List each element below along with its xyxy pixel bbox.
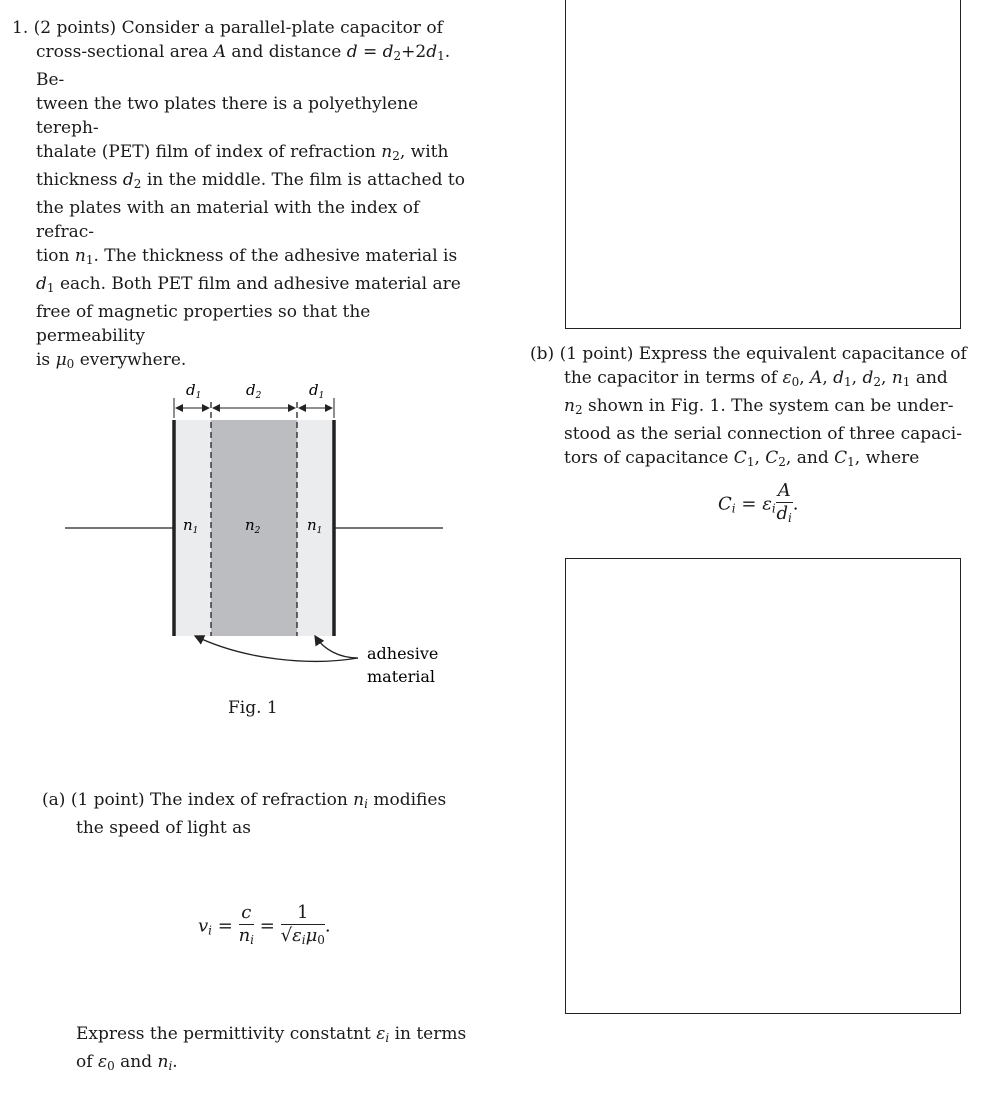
part-a-question: Express the permittivity constatnt εi in terms of $\varepsilon_0$ and ni. [76, 1024, 467, 1073]
label-n2: $n_2$ [245, 516, 261, 536]
adhesive-pointer-left [195, 636, 358, 661]
equation-capacitance: Ci = εi $\frac{A}{di}$ . [718, 480, 799, 525]
figure-caption: Fig. 1 [228, 698, 278, 718]
problem-number: 1. [12, 18, 29, 38]
label-adhesive: adhesive [367, 644, 439, 663]
label-n1-left: $n_1$ [183, 516, 199, 536]
answer-box-part-a[interactable] [565, 0, 961, 329]
answer-box-part-b[interactable] [565, 558, 961, 1014]
label-n1-right: $n_1$ [307, 516, 323, 536]
part-b: (b) (1 point) Express the equivalent capacitance of the capacitor in terms of $\varepsilon_0$, A, $d_1$, $d_2$, $n_1$ and $n_2$ shown in Fig. 1. The system can be under- stood as the serial connection of three capaci- tors of capacitance $C_1$, $C_2$, and $C_1$, where [530, 344, 967, 469]
part-b-label: (b) [530, 344, 555, 364]
capacitor-figure [60, 378, 460, 708]
adhesive-pointer-right [315, 636, 358, 658]
label-d1-left: $d_1$ [186, 381, 202, 401]
problem-points: (2 points) [33, 18, 117, 38]
label-d1-right: $d_1$ [309, 381, 325, 401]
equation-speed-of-light: vi = $\frac{c}{ni}$ = $\frac{1}{√\varepsilon i\mu_0}$ . [198, 902, 331, 947]
label-material: material [367, 667, 436, 686]
part-a-label: (a) [42, 790, 66, 810]
problem-statement: 1. (2 points) Consider a parallel-plate capacitor of cross-sectional area A and distance $d = d_2+2d_1$. Be- tween the two plates there is a polyethylene tereph- thalate (PET) film of index of refraction $n_2$, with thickness $d_2$ in the middle. The film is attached to the plates with an material with the index of refrac- tion $n_1$. The thickness of the adhesive material is $d_1$ each. Both PET film and adhesive material are free of magnetic properties so that the permeability is $\mu_0$ everywhere. [12, 18, 465, 371]
label-d2: $d_2$ [246, 381, 262, 401]
part-a: (a) (1 point) The index of refraction ni modifies the speed of light as [42, 790, 447, 838]
